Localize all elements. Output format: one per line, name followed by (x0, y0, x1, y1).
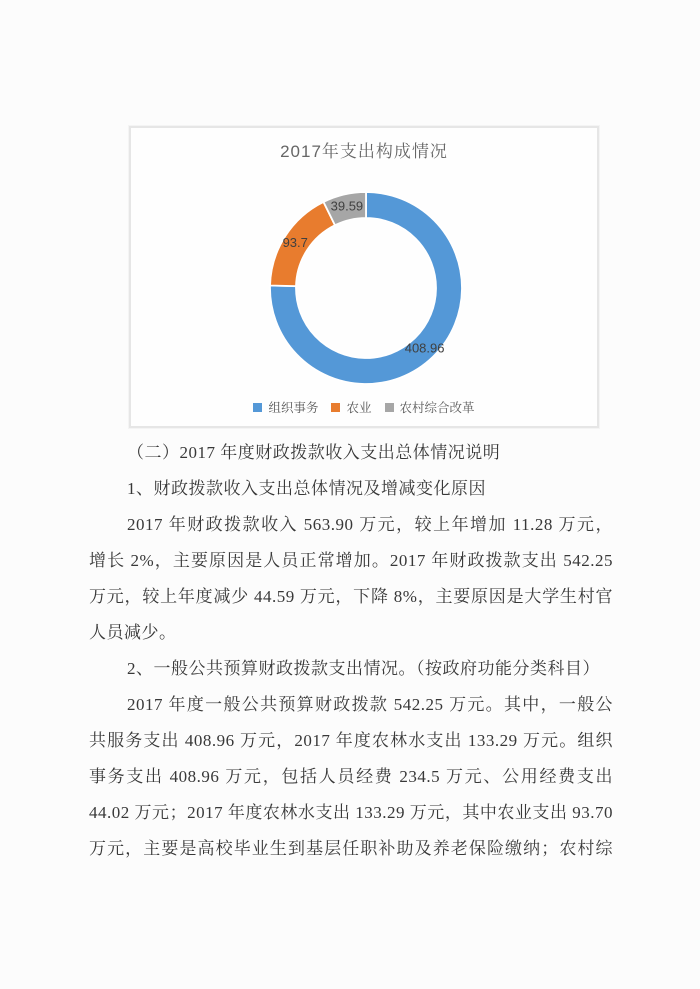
donut-chart (131, 128, 597, 390)
legend-label: 农业 (346, 401, 372, 415)
text-line: 1、财政拨款收入支出总体情况及增减变化原因 (127, 479, 486, 498)
text-line: 事务支出 408.96 万元，包括人员经费 234.5 万元、公用经费支出 (89, 767, 613, 786)
legend-swatch (385, 403, 394, 412)
text-line: 万元，主要是高校毕业生到基层任职补助及养老保险缴纳；农村综 (89, 839, 613, 858)
text-line: 增长 2%，主要原因是人员正常增加。2017 年财政拨款支出 542.25 (89, 551, 613, 570)
legend-label: 组织事务 (268, 401, 319, 415)
slice-value-label: 93.7 (282, 235, 308, 251)
chart-panel (129, 126, 599, 428)
text-line: 2017 年财政拨款收入 563.90 万元，较上年增加 11.28 万元， (127, 515, 613, 534)
legend-label: 农村综合改革 (399, 401, 475, 415)
legend-item (331, 398, 371, 416)
legend-swatch (253, 403, 262, 412)
text-line: （二）2017 年度财政拨款收入支出总体情况说明 (127, 443, 501, 462)
text-line: 万元，较上年度减少 44.59 万元，下降 8%，主要原因是大学生村官 (89, 587, 613, 606)
slice-value-label: 408.96 (404, 340, 445, 356)
text-line: 人员减少。 (89, 623, 177, 642)
chart-title: 2017年支出构成情况 (280, 142, 448, 161)
legend-swatch (331, 403, 340, 412)
text-line: 2、一般公共预算财政拨款支出情况。（按政府功能分类科目） (127, 659, 600, 678)
chart-legend (131, 398, 597, 416)
legend-item (385, 398, 475, 416)
text-line: 44.02 万元；2017 年度农林水支出 133.29 万元，其中农业支出 93.70 (89, 803, 613, 822)
body-text (89, 435, 613, 867)
slice-value-label: 39.59 (330, 198, 364, 214)
legend-item (253, 398, 318, 416)
text-line: 共服务支出 408.96 万元，2017 年度农林水支出 133.29 万元。组织 (89, 731, 613, 750)
text-line: 2017 年度一般公共预算财政拨款 542.25 万元。其中，一般公 (127, 695, 613, 714)
